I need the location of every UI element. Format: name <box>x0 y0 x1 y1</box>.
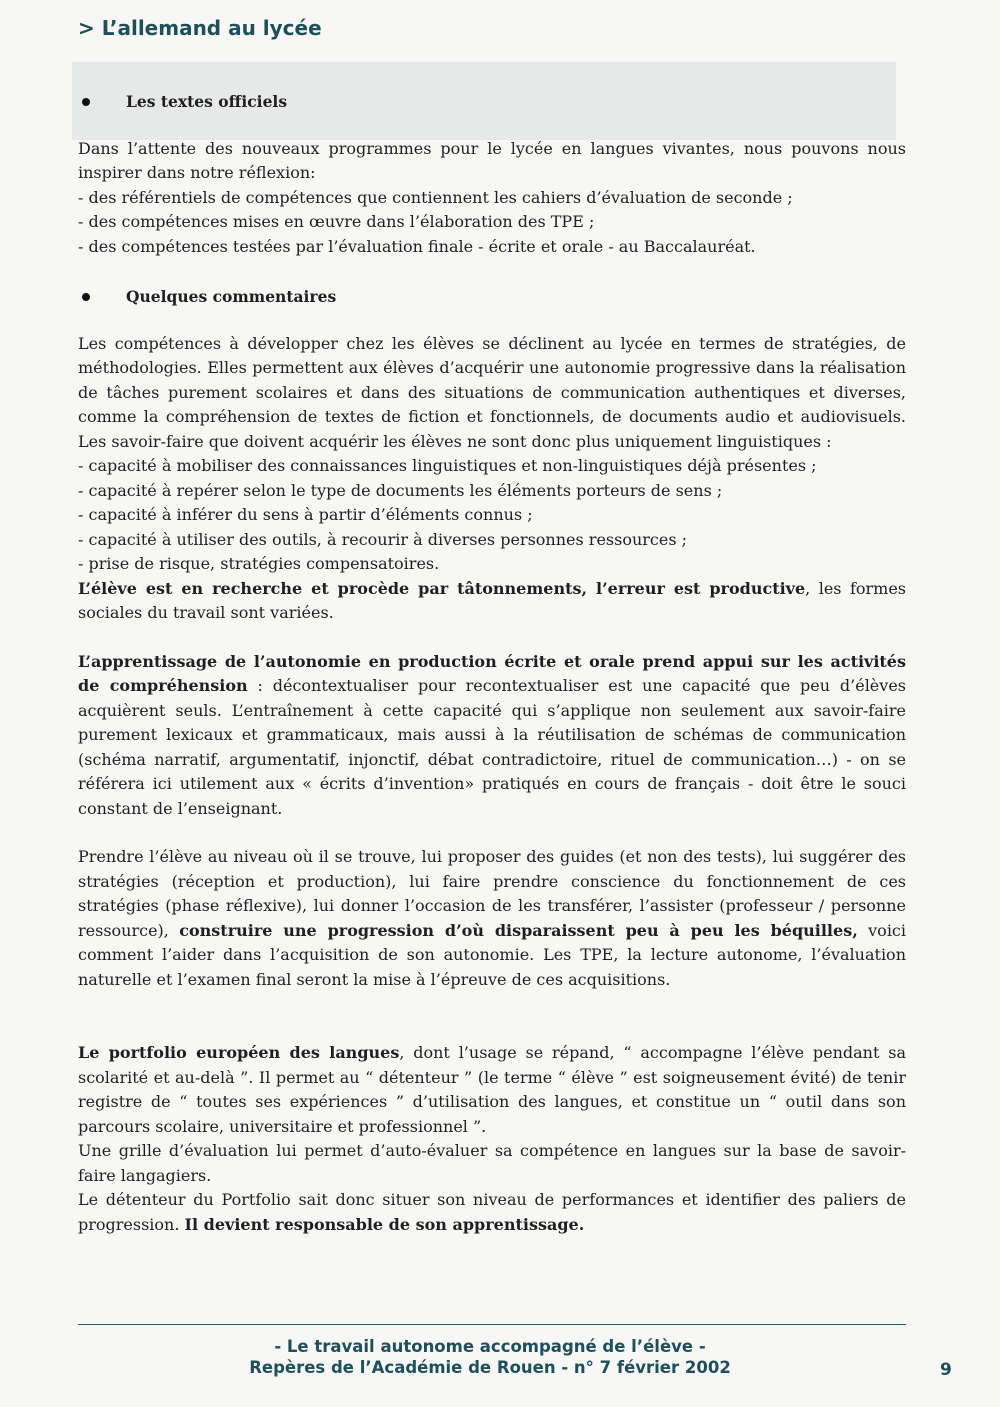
paragraph-grille: Une grille d’évaluation lui permet d’auto-évaluer sa compétence en langues sur la base de savoir-faire langagiers. <box>78 1141 906 1185</box>
paragraph-text: Le détenteur du Portfolio sait donc situer son niveau de performances et identifier des paliers de progression. <box>78 1190 906 1234</box>
emphasis-text: L’élève est en recherche et procède par tâtonnements, l’erreur est productive <box>78 578 806 598</box>
list-item: - capacité à inférer du sens à partir d’éléments connus ; <box>78 505 533 524</box>
list-item: - des référentiels de compétences que contiennent les cahiers d’évaluation de seconde ; <box>78 187 793 207</box>
paragraph-text: , les formes sociales du travail sont variées. <box>78 578 907 622</box>
paragraph-intro: Dans l’attente des nouveaux programmes pour le lycée en langues vivantes, nous pouvons nous inspirer dans notre réflexion: <box>78 138 906 182</box>
section-heading-label: Les textes officiels <box>126 92 288 111</box>
list-item: - prise de risque, stratégies compensatoires. <box>78 554 440 573</box>
paragraph-text: : décontextualiser pour recontextualiser est une capacité que peu d’élèves acquièrent seuls. L’entraînement à cette capacité qui s’applique non seulement aux savoir-faire purement lexicaux et grammaticaux, mais aussi à la réutilisation de schémas de communication (schéma narratif, argumentatif, injonctif, débat contradictoire, rituel de communication…) - on se référera ici utilement aux « écrits d’invention» pratiqués en cours de français - doit être le souci constant de l’enseignant. <box>78 676 906 818</box>
bullet-icon <box>82 293 90 301</box>
emphasis-text: L’apprentissage de l’autonomie en production écrite et orale prend appui sur les activités de compréhension <box>78 651 906 695</box>
paragraph-portfolio <box>78 1041 906 1139</box>
paragraph-text: voici comment l’aider dans l’acquisition de son autonomie. Les TPE, la lecture autonome, l’évaluation naturelle et l’examen final seront la mise à l’épreuve de ces acquisitions. <box>78 920 907 989</box>
footer-publication: Repères de l’Académie de Rouen - n° 7 février 2002 <box>249 1358 731 1377</box>
paragraph-apprentissage <box>78 650 906 822</box>
section-heading-commentaires <box>78 285 906 310</box>
bullet-icon <box>82 98 90 106</box>
list-item: - capacité à repérer selon le type de documents les éléments porteurs de sens ; <box>78 480 723 500</box>
paragraph-text: Prendre l’élève au niveau où il se trouve, lui proposer des guides (et non des tests), lui suggérer des stratégies (réception et production), lui faire prendre conscience du fonctionnement de ces stratégies (phase réflexive), lui donner l’occasion de les transférer, l’assister (professeur / personne ressource), <box>78 847 906 940</box>
list-item: - des compétences mises en œuvre dans l’élaboration des TPE ; <box>78 212 595 231</box>
section-heading-label: Quelques commentaires <box>126 287 337 306</box>
paragraph-detenteur <box>78 1188 906 1237</box>
list-item: - capacité à utiliser des outils, à recourir à diverses personnes ressources ; <box>78 529 688 549</box>
page-header-title: > L’allemand au lycée <box>78 16 322 40</box>
paragraph-progression <box>78 845 906 992</box>
emphasis-text: Le portfolio européen des langues <box>78 1043 400 1062</box>
footer-divider <box>78 1324 906 1325</box>
section-heading-textes-officiels <box>78 90 906 115</box>
emphasis-text: Il devient responsable de son apprentissage. <box>184 1214 585 1234</box>
page-number: 9 <box>940 1360 952 1380</box>
list-item: - des compétences testées par l’évaluation finale - écrite et orale - au Baccalauréat. <box>78 236 756 256</box>
article-body <box>78 90 906 1237</box>
emphasis-text: construire une progression d’où disparaissent peu à peu les béquilles, <box>179 920 858 940</box>
list-item: - capacité à mobiliser des connaissances linguistiques et non-linguistiques déjà présentes ; <box>78 456 817 475</box>
paragraph-text: , dont l’usage se répand, “ accompagne l’élève pendant sa scolarité et au-delà ”. Il permet au “ détenteur ” (le terme “ élève ” est soigneusement évité) de tenir registre de “ toutes ses expériences ” d’utilisation des langues, et constitue un “ outil dans son parcours scolaire, universitaire et professionnel ”. <box>78 1043 907 1136</box>
footer-title: - Le travail autonome accompagné de l’élève - <box>274 1337 706 1356</box>
paragraph-tatonnements <box>78 577 906 626</box>
paragraph-competences: Les compétences à développer chez les élèves se déclinent au lycée en termes de stratégies, de méthodologies. Elles permettent aux élèves d’acquérir une autonomie progressive dans la réalisation de tâches purement scolaires et dans des situations de communication authentiques et diverses, comme la compréhension de textes de fiction et fonctionnels, de documents audio et audiovisuels. Les savoir-faire que doivent acquérir les élèves ne sont donc plus uniquement linguistiques : <box>78 333 906 451</box>
